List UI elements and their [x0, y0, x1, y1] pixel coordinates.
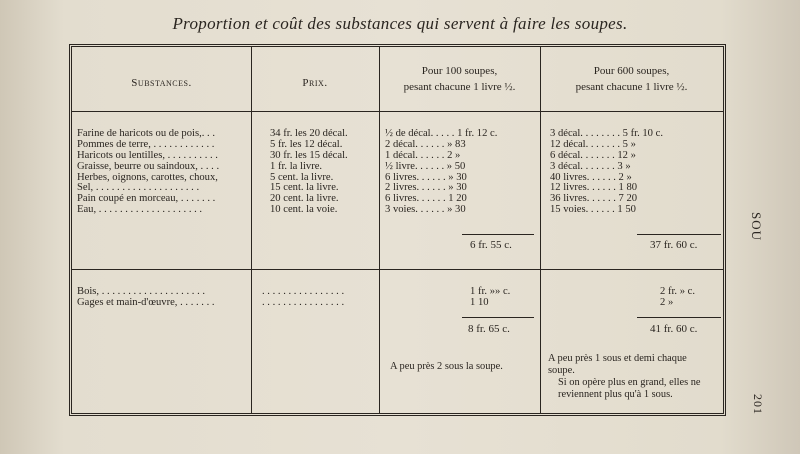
substance-cell: Bois, . . . . . . . . . . . . . . . . . . . . — [77, 286, 206, 297]
section-rule — [72, 269, 723, 270]
substance-cell: Graisse, beurre ou saindoux, . . . . — [77, 160, 220, 172]
q600-cell: 36 livres. . . . . . 7 20 — [550, 193, 638, 205]
substance-cell: Farine de haricots ou de pois,. . . — [77, 128, 215, 139]
q600-cell: 12 livres. . . . . . 1 80 — [550, 182, 638, 194]
page-title: Proportion et coût des substances qui servent à faire les soupes. — [172, 14, 628, 33]
substance-cell: Herbes, oignons, carottes, choux, — [77, 171, 218, 183]
header-100-line2: pesant chacune 1 livre ½. — [403, 81, 516, 93]
note-600-line3: Si on opère plus en grand, elles ne — [558, 377, 701, 388]
q100-cell: 1 décal. . . . . . 2 » — [385, 149, 461, 161]
substance-cell: Haricots ou lentilles, . . . . . . . . . . — [77, 149, 218, 161]
note-600-line1: A peu près 1 sous et demi chaque — [548, 353, 687, 364]
subtotal-rule-600 — [637, 234, 721, 235]
col-separator — [379, 47, 380, 413]
q100-cell: 2 livres. . . . . . » 30 — [385, 182, 467, 194]
q600-column-2 — [660, 287, 695, 309]
total-rule-100 — [462, 317, 534, 318]
soup-cost-table — [69, 44, 726, 416]
q600-cell: 40 livres. . . . . . 2 » — [550, 171, 632, 183]
subtotal-100: 6 fr. 55 c. — [470, 239, 512, 251]
substance-cell: Sel, . . . . . . . . . . . . . . . . . . . . — [77, 182, 200, 194]
header-600-line2: pesant chacune 1 livre ½. — [575, 81, 688, 93]
prix-cell: 10 cent. la voie. — [270, 204, 338, 216]
prix-cell: 15 cent. la livre. — [270, 182, 339, 194]
header-prix: Prix. — [302, 77, 328, 89]
prix-cell: 1 fr. la livre. — [270, 160, 323, 172]
q100-cell: 1 10 — [470, 296, 489, 308]
col-separator — [540, 47, 541, 413]
subtotal-rule-100 — [462, 234, 534, 235]
q600-cell: 3 décal. . . . . . . 3 » — [550, 160, 631, 172]
subtotal-600: 37 fr. 60 c. — [650, 239, 698, 251]
q100-cell: ½ de décal. . . . . 1 fr. 12 c. — [385, 128, 498, 139]
note-100: A peu près 2 sous la soupe. — [390, 361, 503, 372]
q100-column — [385, 129, 497, 216]
prix-cell: 34 fr. les 20 décal. — [270, 128, 348, 139]
header-600-soupes — [540, 63, 723, 95]
q600-cell: 2 » — [660, 296, 674, 308]
prix-cell: . . . . . . . . . . . . . . . . — [262, 296, 345, 308]
header-100-line1: Pour 100 soupes, — [421, 65, 498, 77]
q100-column-2 — [470, 287, 510, 309]
q600-cell: 3 décal. . . . . . . . 5 fr. 10 c. — [550, 128, 663, 139]
total-600: 41 fr. 60 c. — [650, 323, 698, 335]
substance-cell: Pain coupé en morceau, . . . . . . . — [77, 193, 216, 205]
note-600 — [548, 353, 724, 401]
q100-cell: 3 voies. . . . . . » 30 — [385, 204, 466, 216]
q100-cell: 2 décal. . . . . . » 83 — [385, 138, 466, 150]
prix-cell: . . . . . . . . . . . . . . . . — [262, 286, 345, 297]
substance-cell: Pommes de terre, . . . . . . . . . . . . — [77, 138, 215, 150]
header-substances: Substances. — [131, 77, 192, 89]
running-head: SOU — [749, 212, 764, 242]
substance-column — [77, 129, 219, 216]
q100-cell: 6 livres. . . . . . » 30 — [385, 171, 467, 183]
q600-cell: 2 fr. » c. — [660, 286, 696, 297]
prix-cell: 5 cent. la livre. — [270, 171, 334, 183]
substance-cell: Eau, . . . . . . . . . . . . . . . . . . . . — [77, 204, 203, 216]
prix-column — [270, 129, 348, 216]
header-100-soupes — [379, 63, 540, 95]
page-number: 201 — [751, 394, 765, 415]
total-100: 8 fr. 65 c. — [468, 323, 510, 335]
prix-cell: 30 fr. les 15 décal. — [270, 149, 348, 161]
q100-cell: ½ livre. . . . . . » 50 — [385, 160, 466, 172]
note-600-line2: soupe. — [548, 365, 575, 376]
col-separator — [251, 47, 252, 413]
prix-cell: 5 fr. les 12 décal. — [270, 138, 343, 150]
header-600-line1: Pour 600 soupes, — [593, 65, 670, 77]
q100-cell: 1 fr. »» c. — [470, 286, 511, 297]
q600-cell: 6 décal. . . . . . . 12 » — [550, 149, 636, 161]
prix-column-2 — [262, 287, 344, 309]
substance-cell: Gages et main-d'œuvre, . . . . . . . — [77, 296, 215, 308]
total-rule-600 — [637, 317, 721, 318]
substance-column-2 — [77, 287, 215, 309]
q600-cell: 15 voies. . . . . . 1 50 — [550, 204, 636, 216]
header-rule — [72, 111, 723, 112]
q600-cell: 12 décal. . . . . . . 5 » — [550, 138, 636, 150]
prix-cell: 20 cent. la livre. — [270, 193, 339, 205]
q100-cell: 6 livres. . . . . . 1 20 — [385, 193, 467, 205]
note-600-line4: reviennent plus qu'à 1 sous. — [558, 389, 673, 400]
q600-column — [550, 129, 663, 216]
